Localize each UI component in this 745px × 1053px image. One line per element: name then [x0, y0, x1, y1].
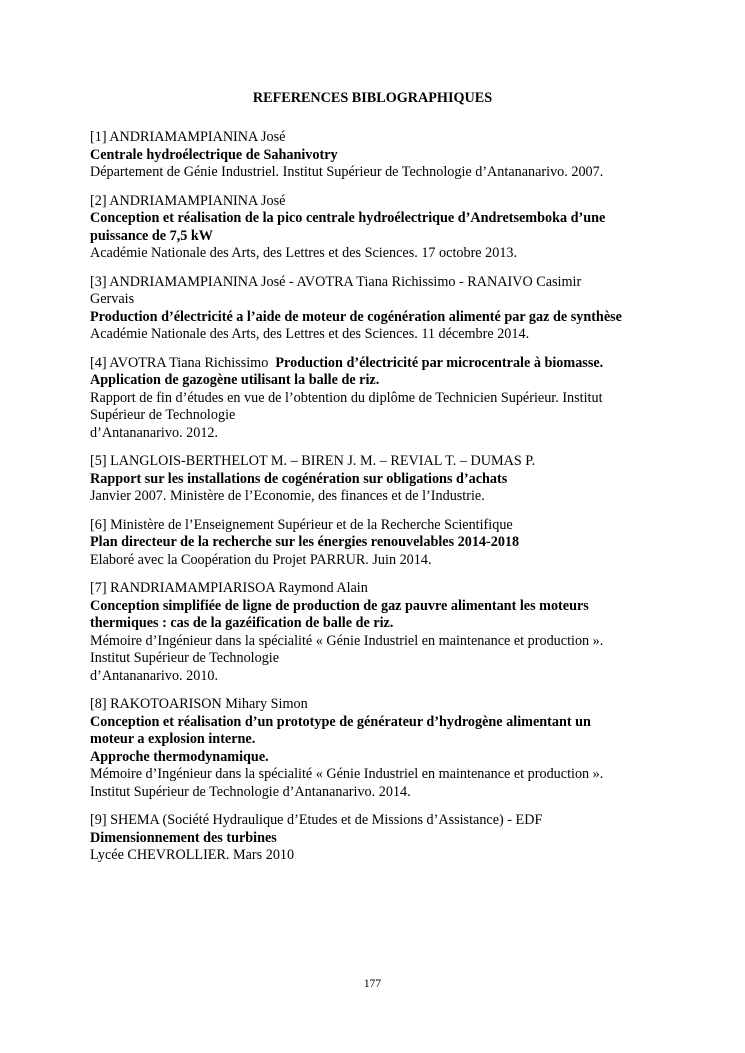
reference-title: Centrale hydroélectrique de Sahanivotry — [90, 146, 338, 163]
reference-details: d’Antananarivo. 2012. — [90, 424, 219, 441]
reference-title: Application de gazogène utilisant la balle de riz. — [90, 372, 380, 388]
reference-author: [5] LANGLOIS-BERTHELOT M. – BIREN J. M. – REVIAL T. – DUMAS P. — [90, 453, 536, 469]
reference-author: Gervais — [90, 291, 135, 307]
reference-details: Lycée CHEVROLLIER. Mars 2010 — [90, 847, 295, 863]
reference-title: Production d’électricité par microcentrale à biomasse. — [275, 354, 604, 371]
reference-6 — [90, 517, 660, 570]
reference-title: Dimensionnement des turbines — [90, 829, 277, 846]
reference-details: Institut Supérieur de Technologie d’Antananarivo. 2014. — [90, 783, 411, 800]
reference-author: [9] SHEMA (Société Hydraulique d’Etudes et de Missions d’Assistance) - EDF — [90, 812, 543, 828]
reference-details: Académie Nationale des Arts, des Lettres et des Sciences. 11 décembre 2014. — [90, 326, 530, 342]
reference-8 — [90, 696, 660, 801]
reference-details: Rapport de fin d’études en vue de l’obtention du diplôme de Technicien Supérieur. Institut — [90, 389, 603, 406]
reference-title: Production d’électricité a l’aide de moteur de cogénération alimenté par gaz de synthèse — [90, 308, 622, 325]
reference-author: [1] ANDRIAMAMPIANINA José — [90, 129, 286, 145]
reference-title: Conception et réalisation de la pico centrale hydroélectrique d’Andretsemboka d’une — [90, 210, 606, 226]
reference-author-line — [90, 355, 660, 373]
page-title: REFERENCES BIBLOGRAPHIQUES — [252, 90, 493, 106]
reference-9 — [90, 812, 660, 865]
reference-details: Département de Génie Industriel. Institut Supérieur de Technologie d’Antananarivo. 2007. — [90, 164, 604, 180]
reference-title: moteur a explosion interne. — [90, 731, 256, 747]
reference-title: Conception simplifiée de ligne de production de gaz pauvre alimentant les moteurs — [90, 597, 589, 614]
reference-title: Conception et réalisation d’un prototype de générateur d’hydrogène alimentant un — [90, 713, 591, 730]
reference-5 — [90, 453, 660, 506]
reference-title: puissance de 7,5 kW — [90, 227, 213, 244]
page-number: 177 — [363, 978, 382, 990]
reference-title: thermiques : cas de la gazéification de balle de riz. — [90, 615, 394, 631]
reference-details: Mémoire d’Ingénieur dans la spécialité « Génie Industriel en maintenance et production ». — [90, 632, 604, 649]
reference-title: Approche thermodynamique. — [90, 748, 269, 765]
reference-details: Institut Supérieur de Technologie — [90, 650, 280, 666]
reference-details: Elaboré avec la Coopération du Projet PARRUR. Juin 2014. — [90, 551, 432, 568]
reference-author: [3] ANDRIAMAMPIANINA José - AVOTRA Tiana Richissimo - RANAIVO Casimir — [90, 273, 582, 290]
reference-details: Mémoire d’Ingénieur dans la spécialité « Génie Industriel en maintenance et production ». — [90, 766, 604, 782]
reference-title: Rapport sur les installations de cogénération sur obligations d’achats — [90, 470, 508, 487]
reference-author: [7] RANDRIAMAMPIARISOA Raymond Alain — [90, 580, 368, 596]
reference-3 — [90, 274, 660, 344]
reference-details: Académie Nationale des Arts, des Lettres et des Sciences. 17 octobre 2013. — [90, 245, 518, 261]
reference-details: Janvier 2007. Ministère de l’Economie, des finances et de l’Industrie. — [90, 488, 485, 504]
reference-author: [4] AVOTRA Tiana Richissimo — [90, 354, 272, 371]
reference-list — [90, 129, 660, 876]
reference-author: [6] Ministère de l’Enseignement Supérieur et de la Recherche Scientifique — [90, 516, 513, 533]
reference-7 — [90, 580, 660, 685]
reference-details: d’Antananarivo. 2010. — [90, 667, 219, 684]
reference-2 — [90, 193, 660, 263]
reference-1 — [90, 129, 660, 182]
reference-4 — [90, 355, 660, 443]
reference-author: [8] RAKOTOARISON Mihary Simon — [90, 696, 308, 712]
reference-author: [2] ANDRIAMAMPIANINA José — [90, 192, 286, 209]
reference-title: Plan directeur de la recherche sur les énergies renouvelables 2014-2018 — [90, 534, 520, 550]
reference-details: Supérieur de Technologie — [90, 407, 236, 423]
